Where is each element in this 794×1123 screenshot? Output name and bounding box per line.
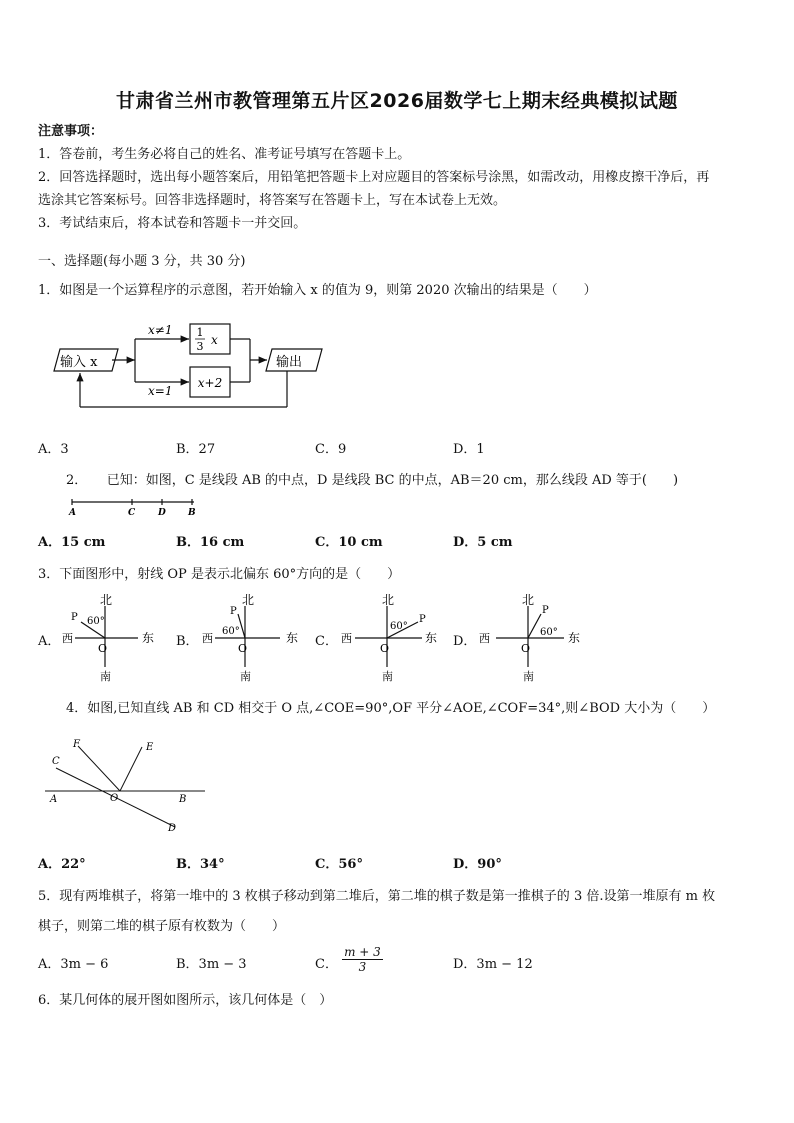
west-label: 西 — [202, 632, 213, 645]
south-label: 南 — [100, 670, 111, 683]
question-2-text: 2． 已知：如图，C 是线段 AB 的中点，D 是线段 BC 的中点，AB＝20 cm，那么线段 AD 等于( ) — [66, 473, 679, 488]
flowchart-diagram — [40, 315, 330, 415]
north-label: 北 — [382, 593, 395, 607]
o-label: O — [98, 642, 108, 655]
q5-option-d: D．3m − 12 — [453, 957, 533, 972]
q2-option-d: D．5 cm — [453, 535, 513, 550]
p-label: P — [71, 612, 78, 623]
point-b-label: B — [188, 508, 196, 518]
compass-a — [60, 592, 160, 682]
notice-item: 2．回答选择题时，选出每小题答案后，用铅笔把答题卡上对应题目的答案标号涂黑，如需改动，用橡皮擦干净后，再 — [38, 170, 710, 185]
q4-option-a: A．22° — [38, 857, 86, 872]
box-top-num: 1 — [196, 326, 204, 339]
label-b: B — [179, 794, 187, 805]
p-label: P — [542, 605, 549, 616]
east-label: 东 — [286, 631, 299, 645]
q5-option-c — [315, 945, 383, 974]
page-title: 甘肃省兰州市教管理第五片区2026届数学七上期末经典模拟试题 — [116, 90, 678, 112]
p-label: P — [419, 614, 426, 625]
point-d-label: D — [158, 508, 166, 518]
angle-label: 60° — [87, 616, 105, 627]
p-label: P — [230, 606, 237, 617]
q1-option-d: D．1 — [453, 442, 485, 457]
compass-c — [340, 592, 440, 682]
fraction-numerator: m + 3 — [344, 945, 381, 959]
south-label: 南 — [240, 670, 251, 683]
q5-option-c-letter: C． — [315, 957, 338, 972]
label-d: D — [168, 823, 177, 834]
q4-option-c: C．56° — [315, 857, 363, 872]
q2-option-c: C．10 cm — [315, 535, 383, 550]
label-e: E — [146, 742, 154, 753]
west-label: 西 — [341, 632, 352, 645]
q3-option-b: B． — [176, 634, 199, 649]
east-label: 东 — [568, 631, 581, 645]
south-label: 南 — [523, 670, 534, 683]
q4-option-d: D．90° — [453, 857, 502, 872]
cond-top: x≠1 — [148, 323, 173, 337]
label-o: O — [110, 793, 119, 804]
point-c-label: C — [128, 508, 136, 518]
label-f: F — [73, 739, 80, 750]
q3-option-d: D． — [453, 634, 477, 649]
question-6-text: 6．某几何体的展开图如图所示，该几何体是（ ） — [38, 993, 333, 1008]
north-label: 北 — [242, 593, 255, 607]
notice-item: 选涂其它答案标号。回答非选择题时，将答案写在答题卡上，写在本试卷上无效。 — [38, 193, 507, 208]
east-label: 东 — [425, 631, 438, 645]
q3-option-a: A． — [38, 634, 61, 649]
q2-option-b: B．16 cm — [176, 535, 245, 550]
box-top-var: x — [211, 333, 218, 347]
o-label: O — [238, 642, 248, 655]
q5-option-a: A．3m − 6 — [38, 957, 109, 972]
west-label: 西 — [479, 632, 490, 645]
question-4-text: 4．如图,已知直线 AB 和 CD 相交于 O 点,∠COE=90°,OF 平分∠AOE,∠COF=34°,则∠BOD 大小为（ ） — [66, 701, 716, 716]
north-label: 北 — [522, 593, 535, 607]
notice-item: 3．考试结束后，将本试卷和答题卡一并交回。 — [38, 216, 307, 231]
q5-option-c-fraction — [342, 945, 383, 974]
east-label: 东 — [142, 631, 155, 645]
output-label: 输出 — [276, 355, 303, 370]
box-top-den: 3 — [196, 340, 204, 353]
q1-option-a: A．3 — [38, 442, 69, 457]
angle-label: 60° — [222, 626, 240, 637]
q1-option-c: C．9 — [315, 442, 347, 457]
question-1-text: 1．如图是一个运算程序的示意图，若开始输入 x 的值为 9，则第 2020 次输出的结果是（ ） — [38, 283, 597, 298]
segment-diagram — [66, 496, 201, 518]
point-a-label: A — [69, 508, 76, 518]
q3-option-c: C． — [315, 634, 338, 649]
north-label: 北 — [100, 593, 113, 607]
o-label: O — [380, 642, 390, 655]
intersecting-lines-diagram — [40, 730, 210, 840]
q5-option-b: B．3m − 3 — [176, 957, 247, 972]
label-c: C — [52, 756, 60, 767]
o-label: O — [521, 642, 531, 655]
compass-b — [200, 592, 300, 682]
angle-label: 60° — [540, 627, 558, 638]
notice-item: 1．答卷前，考生务必将自己的姓名、准考证号填写在答题卡上。 — [38, 147, 411, 162]
compass-d — [478, 592, 588, 682]
q4-option-b: B．34° — [176, 857, 225, 872]
cond-bottom: x=1 — [148, 384, 173, 398]
input-label: 输入 x — [60, 355, 98, 370]
angle-label: 60° — [390, 621, 408, 632]
box-bottom-label: x+2 — [197, 376, 223, 390]
west-label: 西 — [62, 632, 73, 645]
south-label: 南 — [382, 670, 393, 683]
question-3-text: 3．下面图形中，射线 OP 是表示北偏东 60°方向的是（ ） — [38, 567, 401, 582]
q2-option-a: A．15 cm — [38, 535, 106, 550]
notice-heading: 注意事项： — [38, 124, 104, 139]
question-5-text-line2: 棋子，则第二堆的棋子原有枚数为（ ） — [38, 919, 286, 934]
section-heading: 一、选择题(每小题 3 分，共 30 分) — [38, 254, 246, 269]
fraction-denominator: 3 — [358, 960, 367, 974]
question-5-text-line1: 5．现有两堆棋子，将第一堆中的 3 枚棋子移动到第二堆后，第二堆的棋子数是第一推棋子的 3 倍.设第一堆原有 m 枚 — [38, 889, 716, 904]
q1-option-b: B．27 — [176, 442, 216, 457]
label-a: A — [50, 794, 58, 805]
